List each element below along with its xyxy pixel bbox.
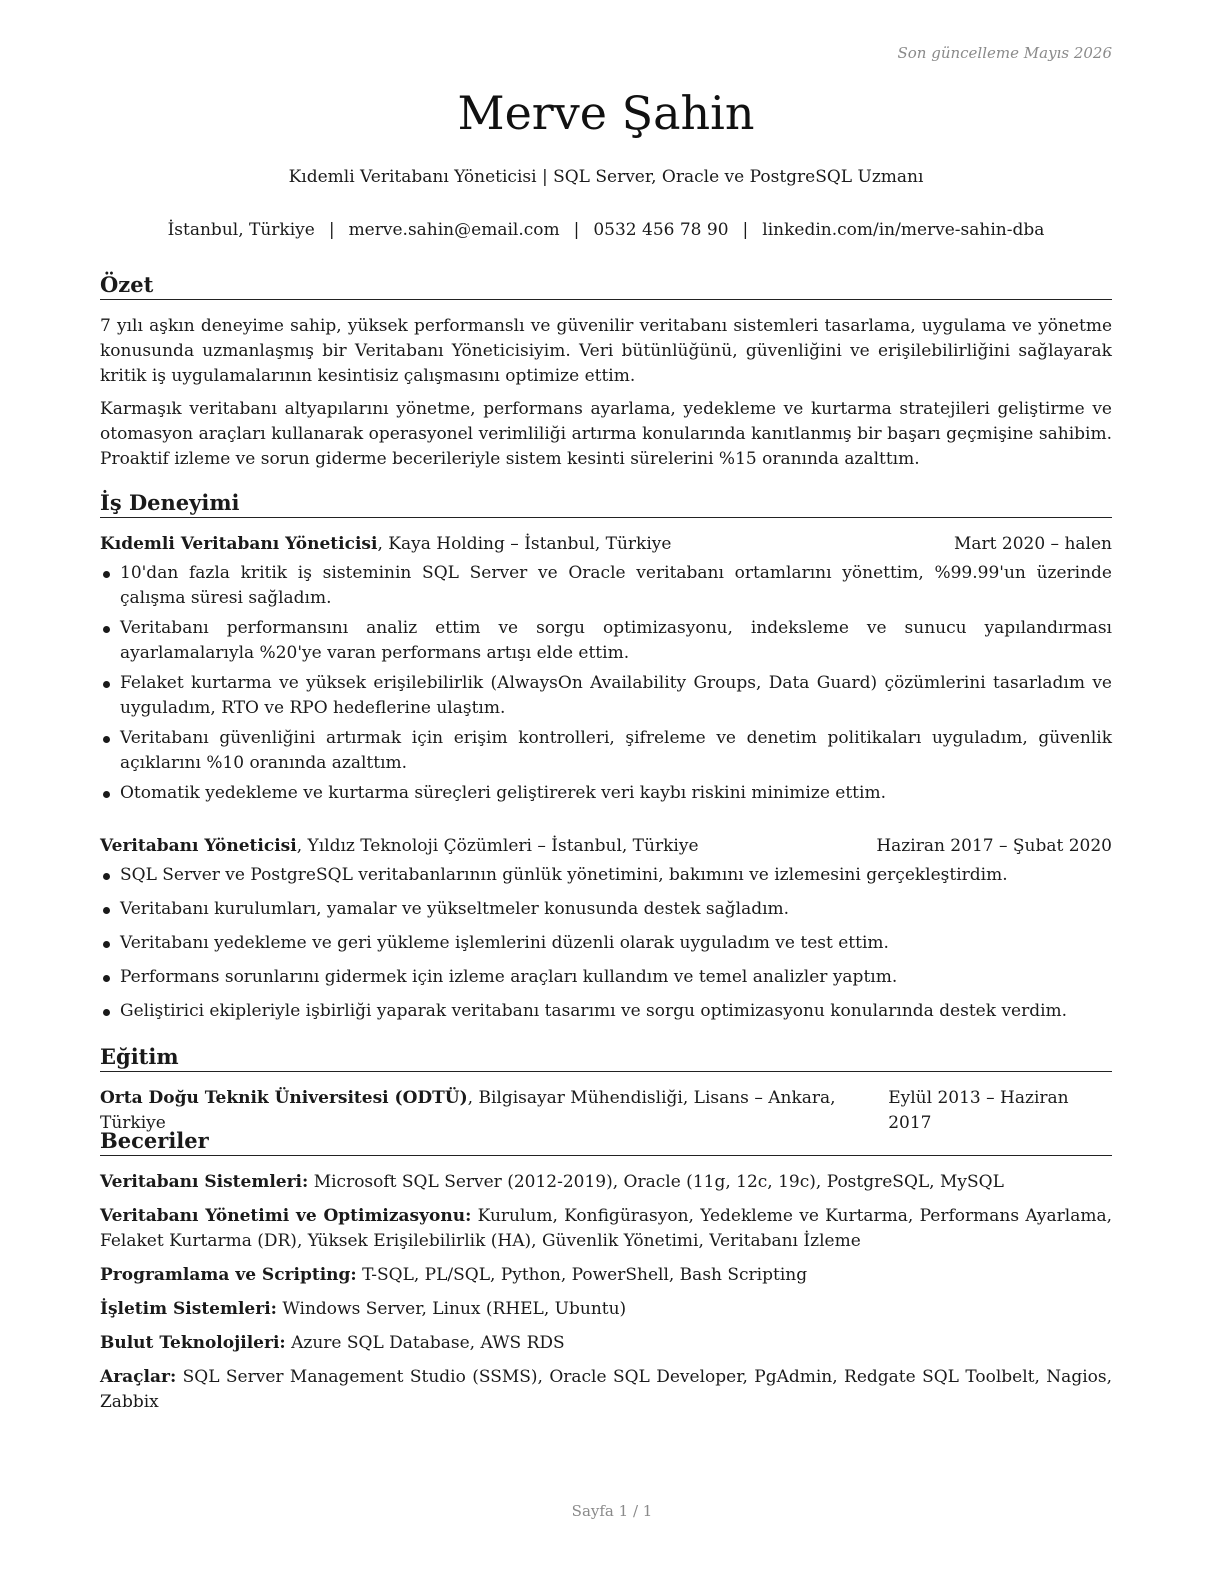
skill-value: Azure SQL Database, AWS RDS (285, 1333, 565, 1353)
bullet-icon (103, 736, 110, 743)
school-name: Orta Doğu Teknik Üniversitesi (ODTÜ) (100, 1088, 468, 1108)
skill-label: Programlama ve Scripting: (100, 1265, 357, 1285)
summary-paragraph: Karmaşık veritabanı altyapılarını yönetme, performans ayarlama, yedekleme ve kurtarma stratejileri geliştirme ve otomasyon araçları kullanarak operasyonel verimliliği artırma konularında kanıtlanmış bir başarı geçmişine sahibim. Proaktif izleme ve sorun giderme becerileriyle sistem kesinti sürelerini %15 oranında azalttım. (100, 399, 1112, 469)
skill-row (100, 1331, 1112, 1356)
list-item: Veritabanı kurulumları, yamalar ve yükseltmeler konusunda destek sağladım. (100, 897, 1112, 922)
bullet-icon (103, 873, 110, 880)
skill-value: Microsoft SQL Server (2012-2019), Oracle (11g, 12c, 19c), PostgreSQL, MySQL (308, 1172, 1004, 1192)
skill-label: İşletim Sistemleri: (100, 1299, 277, 1319)
skill-value: T-SQL, PL/SQL, Python, PowerShell, Bash Scripting (356, 1265, 808, 1285)
job-company: , Kaya Holding – İstanbul, Türkiye (377, 534, 672, 554)
summary-paragraph: 7 yılı aşkın deneyime sahip, yüksek performanslı ve güvenilir veritabanı sistemleri tasarlama, uygulama ve yönetme konusunda uzmanlaşmış bir Veritabanı Yöneticisiyim. Veri bütünlüğünü, güvenliğini ve erişilebilirliğini sağlayarak kritik iş uygulamalarının kesintisiz çalışmasını optimize ettim. (100, 316, 1112, 386)
job-entry (100, 532, 1112, 811)
job-header (100, 834, 1112, 859)
list-item: Veritabanı yedekleme ve geri yükleme işlemlerini düzenli olarak uyguladım ve test ettim. (100, 931, 1112, 956)
job-bullets (100, 863, 1112, 1024)
job-header (100, 532, 1112, 557)
skill-label: Araçlar: (100, 1367, 177, 1387)
contact-email[interactable]: merve.sahin@email.com (348, 220, 560, 240)
bullet-icon (103, 907, 110, 914)
section-title-experience: İş Deneyimi (100, 490, 1112, 518)
skill-row (100, 1297, 1112, 1322)
last-updated: Son güncelleme Mayıs 2026 (897, 44, 1112, 62)
person-name: Merve Şahin (457, 86, 755, 140)
bullet-icon (103, 571, 110, 578)
job-dates: Mart 2020 – halen (953, 534, 1112, 554)
skill-row (100, 1365, 1112, 1415)
contact-location: İstanbul, Türkiye (167, 220, 315, 240)
list-item: SQL Server ve PostgreSQL veritabanlarının günlük yönetimini, bakımını ve izlemesini gerçekleştirdim. (100, 863, 1112, 888)
section-title-summary: Özet (100, 272, 1112, 300)
list-item: Veritabanı güvenliğini artırmak için erişim kontrolleri, şifreleme ve denetim politikaları uyguladım, güvenlik açıklarını %10 oranında azalttım. (100, 726, 1112, 776)
list-item: Veritabanı performansını analiz ettim ve sorgu optimizasyonu, indeksleme ve sunucu yapılandırması ayarlamalarıyla %20'ye varan performans artışı elde ettim. (100, 616, 1112, 666)
job-dates: Haziran 2017 – Şubat 2020 (876, 836, 1112, 856)
skill-label: Veritabanı Yönetimi ve Optimizasyonu: (100, 1206, 472, 1226)
job-role: Veritabanı Yöneticisi (100, 836, 297, 856)
degree-detail: , Bilgisayar Mühendisliği, Lisans – Ankara, Türkiye (100, 1088, 836, 1133)
section-title-education: Eğitim (100, 1044, 1112, 1072)
skill-row (100, 1204, 1112, 1254)
job-entry (100, 834, 1112, 1033)
contact-phone: 0532 456 78 90 (593, 220, 729, 240)
list-item: Otomatik yedekleme ve kurtarma süreçleri geliştirerek veri kaybı riskini minimize ettim. (100, 781, 1112, 806)
contact-line (100, 220, 1112, 240)
education-dates: Eylül 2013 – Haziran 2017 (888, 1088, 1069, 1133)
page-number: Sayfa 1 / 1 (571, 1502, 653, 1520)
skills-block (100, 1170, 1112, 1424)
contact-separator: | (573, 220, 580, 240)
skill-row (100, 1263, 1112, 1288)
bullet-icon (103, 791, 110, 798)
list-item: Felaket kurtarma ve yüksek erişilebilirlik (AlwaysOn Availability Groups, Data Guard) çözümlerini tasarladım ve uyguladım, RTO ve RPO hedeflerine ulaştım. (100, 671, 1112, 721)
bullet-icon (103, 626, 110, 633)
list-item: 10'dan fazla kritik iş sisteminin SQL Server ve Oracle veritabanı ortamlarını yönettim, %99.99'un üzerinde çalışma süresi sağladım. (100, 561, 1112, 611)
skill-value: SQL Server Management Studio (SSMS), Oracle SQL Developer, PgAdmin, Redgate SQL Toolbelt, Nagios, Zabbix (100, 1367, 1112, 1412)
bullet-icon (103, 975, 110, 982)
contact-linkedin[interactable]: linkedin.com/in/merve-sahin-dba (762, 220, 1045, 240)
contact-separator: | (328, 220, 335, 240)
bullet-icon (103, 681, 110, 688)
list-item: Geliştirici ekipleriyle işbirliği yaparak veritabanı tasarımı ve sorgu optimizasyonu konularında destek verdim. (100, 999, 1112, 1024)
bullet-icon (103, 1009, 110, 1016)
job-role: Kıdemli Veritabanı Yöneticisi (100, 534, 378, 554)
job-company: , Yıldız Teknoloji Çözümleri – İstanbul, Türkiye (296, 836, 699, 856)
section-title-skills: Beceriler (100, 1128, 1112, 1156)
skill-label: Bulut Teknolojileri: (100, 1333, 286, 1353)
job-bullets (100, 561, 1112, 806)
skill-value: Windows Server, Linux (RHEL, Ubuntu) (276, 1299, 627, 1319)
summary-block (100, 314, 1112, 480)
job-headline: Kıdemli Veritabanı Yöneticisi | SQL Server, Oracle ve PostgreSQL Uzmanı (288, 167, 924, 187)
skill-row (100, 1170, 1112, 1195)
list-item: Performans sorunlarını gidermek için izleme araçları kullandım ve temel analizler yaptım. (100, 965, 1112, 990)
skill-value: Kurulum, Konfigürasyon, Yedekleme ve Kurtarma, Performans Ayarlama, Felaket Kurtarma (DR), Yüksek Erişilebilirlik (HA), Güvenlik Yönetimi, Veritabanı İzleme (100, 1206, 1112, 1251)
contact-separator: | (742, 220, 749, 240)
skill-label: Veritabanı Sistemleri: (100, 1172, 309, 1192)
bullet-icon (103, 941, 110, 948)
